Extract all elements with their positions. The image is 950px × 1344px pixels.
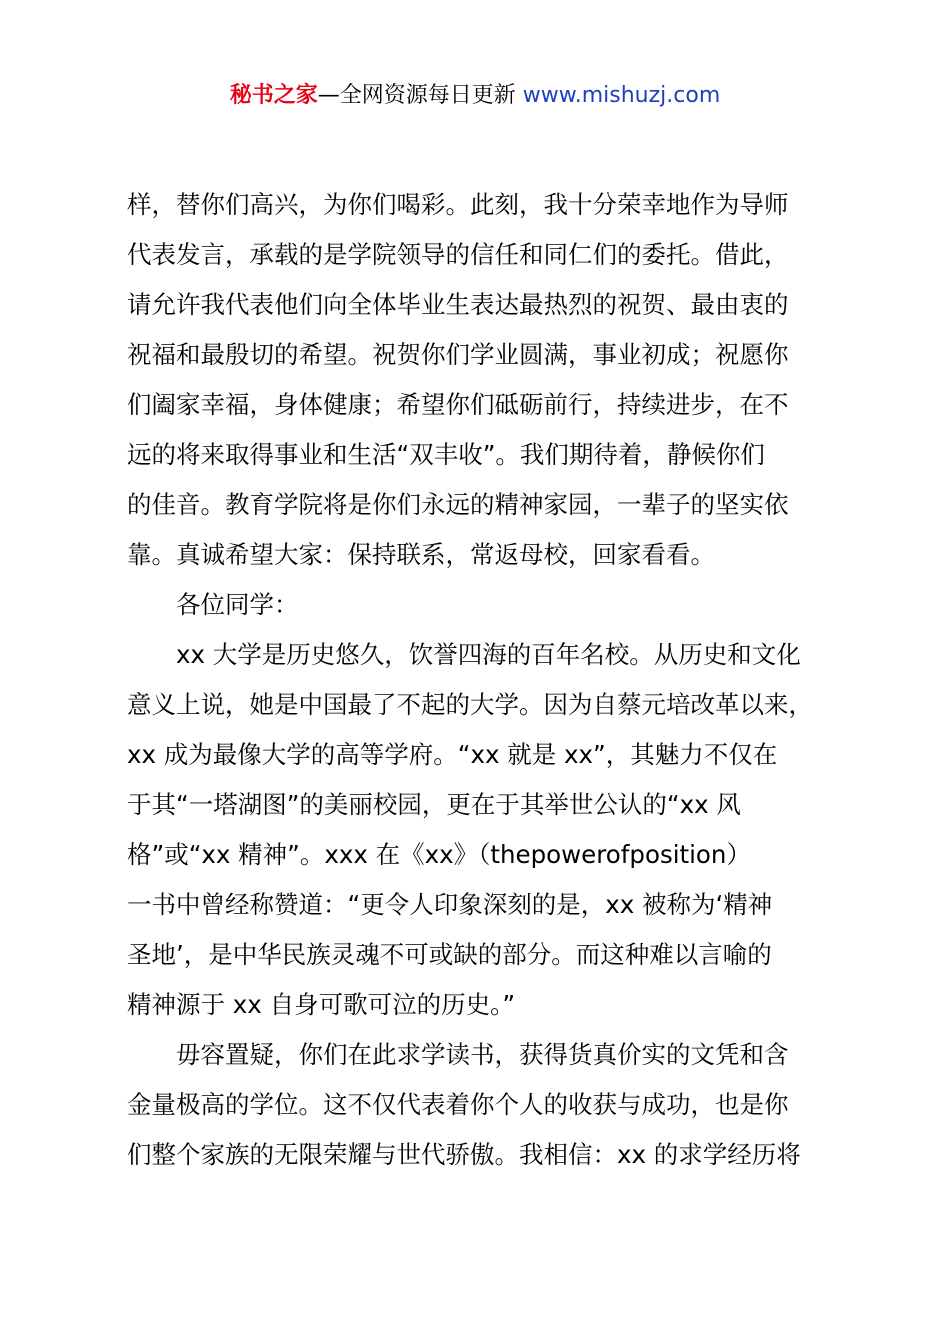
text-line: 靠。真诚希望大家：保持联系，常返母校，回家看看。 <box>127 540 715 569</box>
text-line: 们阖家幸福，身体健康；希望你们砥砺前行，持续进步，在不 <box>127 390 789 419</box>
text-line: 于其“一塔湖图”的美丽校园，更在于其举世公认的“xx 风 <box>127 790 741 819</box>
text-line: 请允许我代表他们向全体毕业生表达最热烈的祝贺、最由衷的 <box>127 290 789 319</box>
text-line: 代表发言，承载的是学院领导的信任和同仁们的委托。借此， <box>127 240 789 269</box>
text-line: 精神源于 xx 自身可歌可泣的历史。” <box>127 990 516 1019</box>
text-line: 意义上说，她是中国最了不起的大学。因为自蔡元培改革以来， <box>127 690 813 719</box>
text-line: 们整个家族的无限荣耀与世代骄傲。我相信：xx 的求学经历将 <box>127 1140 801 1169</box>
text-line: 金量极高的学位。这不仅代表着你个人的收获与成功，也是你 <box>127 1090 789 1119</box>
text-line: 的佳音。教育学院将是你们永远的精神家园，一辈子的坚实依 <box>127 490 789 519</box>
text-line: 一书中曾经称赞道：“更令人印象深刻的是，xx 被称为‘精神 <box>127 890 773 919</box>
text-line: 祝福和最殷切的希望。祝贺你们学业圆满，事业初成；祝愿你 <box>127 340 789 369</box>
text-line: 圣地’，是中华民族灵魂不可或缺的部分。而这种难以言喻的 <box>127 940 772 969</box>
brand-name: 秘书之家 <box>229 83 318 108</box>
text-line: 样，替你们高兴，为你们喝彩。此刻，我十分荣幸地作为导师 <box>127 190 789 219</box>
text-line: 远的将来取得事业和生活“双丰收”。我们期待着，静候你们 <box>127 440 765 469</box>
text-line: 毋容置疑，你们在此求学读书，获得货真价实的文凭和含 <box>176 1040 789 1069</box>
text-line: 各位同学： <box>176 590 299 619</box>
text-line: xx 成为最像大学的高等学府。“xx 就是 xx”，其魅力不仅在 <box>127 740 778 769</box>
header-tagline: —全网资源每日更新 <box>317 83 516 108</box>
site-header <box>0 80 950 112</box>
text-line: 格”或“xx 精神”。xxx 在《xx》（thepowerofposition） <box>127 840 751 869</box>
site-url-link[interactable]: www.mishuzj.com <box>522 83 721 108</box>
document-body <box>127 180 847 1180</box>
text-line: xx 大学是历史悠久，饮誉四海的百年名校。从历史和文化 <box>176 640 801 669</box>
